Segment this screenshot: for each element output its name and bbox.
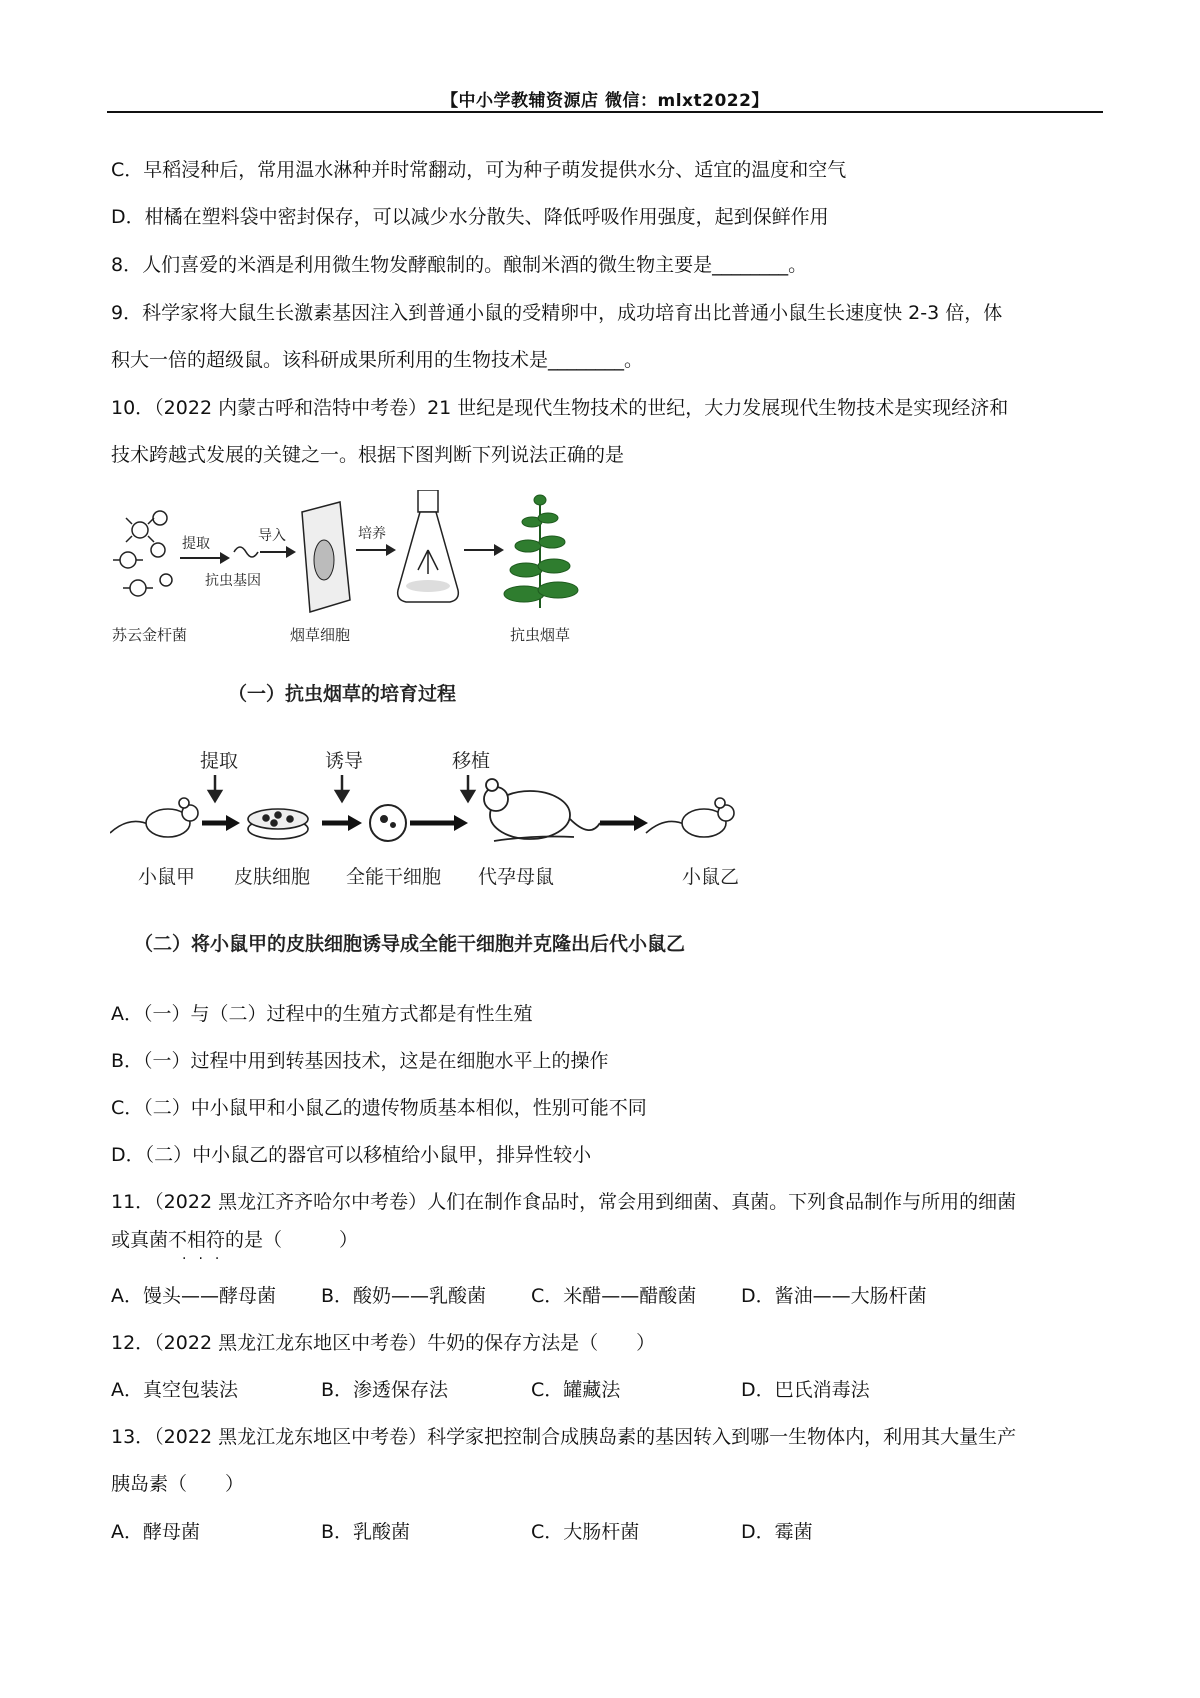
- q10-option-c: C．（二）中小鼠甲和小鼠乙的遗传物质基本相似，性别可能不同: [111, 1097, 647, 1119]
- figure-mouse-cloning: [110, 745, 810, 975]
- q13-line1: 13．（2022 黑龙江龙东地区中考卷）科学家把控制合成胰岛素的基因转入到哪一生物体内，利用其大量生产: [111, 1426, 1017, 1448]
- step1-label: 提取: [200, 750, 239, 772]
- header-rule: [107, 111, 1103, 113]
- q11-emphasis-dots: ···: [182, 1251, 232, 1267]
- q7-option-c: C．早稻浸种后，常用温水淋种并时常翻动，可为种子萌发提供水分、适宜的温度和空气: [111, 159, 847, 181]
- q11-line2: 或真菌不相符的是（ ）: [111, 1229, 359, 1251]
- q10-line2: 技术跨越式发展的关键之一。根据下图判断下列说法正确的是: [111, 444, 625, 466]
- q11-option-a: A．馒头——酵母菌: [111, 1285, 276, 1307]
- figure2-caption: （二）将小鼠甲的皮肤细胞诱导成全能干细胞并克隆出后代小鼠乙: [134, 933, 686, 955]
- q12-option-c: C．罐藏法: [531, 1379, 621, 1401]
- q13-option-d: D．霉菌: [741, 1521, 813, 1543]
- plant-label: 抗虫烟草: [510, 626, 571, 644]
- q7-option-d: D．柑橘在塑料袋中密封保存，可以减少水分散失、降低呼吸作用强度，起到保鲜作用: [111, 206, 829, 228]
- tobacco-plant-icon: [504, 495, 578, 608]
- gene-icon: [234, 547, 258, 557]
- q8-text: 8．人们喜爱的米酒是利用微生物发酵酿制的。酿制米酒的微生物主要是________。: [111, 254, 808, 276]
- q11-line1: 11．（2022 黑龙江齐齐哈尔中考卷）人们在制作食品时，常会用到细菌、真菌。下列食品制作与所用的细菌: [111, 1191, 1017, 1213]
- arrow3-label: 培养: [358, 526, 386, 542]
- q13-line2: 胰岛素（ ）: [111, 1473, 245, 1495]
- mouse-b-label: 小鼠乙: [682, 866, 740, 888]
- q11-option-d: D．酱油——大肠杆菌: [741, 1285, 927, 1307]
- q10-line1: 10．（2022 内蒙古呼和浩特中考卷）21 世纪是现代生物技术的世纪，大力发展现代生物技术是实现经济和: [111, 397, 1009, 419]
- surrogate-mouse-icon: [484, 779, 600, 841]
- surrogate-label: 代孕母鼠: [478, 866, 555, 888]
- stem-cell-icon: [370, 805, 406, 841]
- arrow1-label: 提取: [182, 536, 210, 552]
- gene-label: 抗虫基因: [205, 573, 261, 589]
- page-header: 【中小学教辅资源店 微信：mlxt2022】: [441, 91, 769, 111]
- bacteria-label: 苏云金杆菌: [112, 626, 188, 644]
- cell-label: 烟草细胞: [290, 626, 351, 644]
- arrow2-label: 导入: [258, 528, 286, 544]
- skin-cells-icon: [248, 809, 308, 839]
- q13-option-b: B．乳酸菌: [321, 1521, 411, 1543]
- step2-label: 诱导: [325, 750, 364, 772]
- bacteria-icon: [113, 511, 172, 596]
- q11-option-b: B．酸奶——乳酸菌: [321, 1285, 487, 1307]
- q9-line2: 积大一倍的超级鼠。该科研成果所利用的生物技术是________。: [111, 349, 644, 371]
- mouse-a-label: 小鼠甲: [138, 866, 196, 888]
- q12-line1: 12．（2022 黑龙江龙东地区中考卷）牛奶的保存方法是（ ）: [111, 1332, 656, 1354]
- q10-option-b: B．（一）过程中用到转基因技术，这是在细胞水平上的操作: [111, 1050, 609, 1072]
- q12-option-b: B．渗透保存法: [321, 1379, 449, 1401]
- q10-option-d: D．（二）中小鼠乙的器官可以移植给小鼠甲，排异性较小: [111, 1144, 592, 1166]
- skin-cells-label: 皮肤细胞: [234, 866, 311, 888]
- step3-label: 移植: [452, 750, 491, 772]
- culture-flask-icon: [398, 490, 459, 602]
- stem-cell-label: 全能干细胞: [346, 866, 442, 888]
- q9-line1: 9．科学家将大鼠生长激素基因注入到普通小鼠的受精卵中，成功培育出比普通小鼠生长速度快 2-3 倍，体: [111, 302, 1003, 324]
- q13-option-a: A．酵母菌: [111, 1521, 200, 1543]
- mouse-b-icon: [646, 798, 734, 837]
- q12-option-a: A．真空包装法: [111, 1379, 238, 1401]
- q11-option-c: C．米醋——醋酸菌: [531, 1285, 697, 1307]
- q13-option-c: C．大肠杆菌: [531, 1521, 640, 1543]
- mouse-a-icon: [110, 798, 198, 837]
- tobacco-cell-icon: [302, 502, 350, 612]
- figure1-caption: （一）抗虫烟草的培育过程: [228, 683, 457, 705]
- figure-tobacco-process: [110, 490, 630, 720]
- q10-option-a: A．（一）与（二）过程中的生殖方式都是有性生殖: [111, 1003, 533, 1025]
- q12-option-d: D．巴氏消毒法: [741, 1379, 870, 1401]
